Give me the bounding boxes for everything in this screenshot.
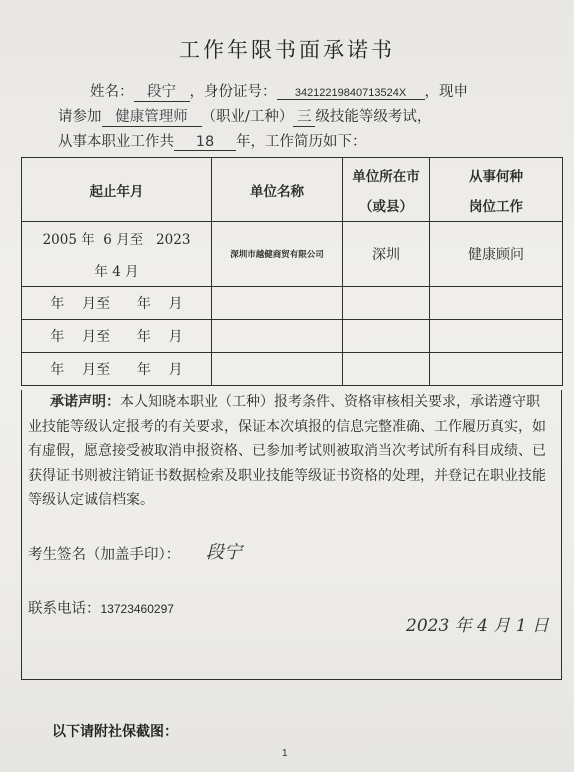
level-value: 三 [293,105,315,127]
form-left-border [21,390,22,679]
row1-city: 深圳 [343,222,430,287]
row2-org [212,287,343,320]
row4-period: 年 月至 年 月 [22,353,212,386]
level-label: 级技能等级考试， [315,109,432,125]
phone-label: 联系电话： [28,601,101,617]
row3-period: 年 月至 年 月 [22,320,212,353]
row3-org [212,320,343,353]
work-history-table [21,157,563,386]
name-value: 段宁 [134,80,190,102]
id-number-value: 34212219840713524X [277,87,425,100]
id-label: ，身份证号： [189,84,277,100]
document-title: 工作年限书面承诺书 [179,38,395,62]
declaration-body: 本人知晓本职业（工种）报考条件、资格审核相关要求，承诺遵守职业技能等级认定报考的有关要求，保证本次填报的信息完整准确、工作履历真实，如有虚假，愿意接受被取消申报资格、已参加考试则被取消当次考试所有科目成绩、已获得证书则被注销证书数据检索及职业技能等级证书资格的处理，并登记在职业技能等级认定诚信档案。 [28,394,546,509]
intro-line-3 [58,130,367,151]
table-row [22,320,563,353]
occupation-label: （职业/工种） [201,109,294,125]
table-row [22,287,563,320]
phone-line [28,597,174,618]
header-period: 起止年月 [22,158,212,222]
header-org: 单位名称 [212,158,343,222]
header-city-line1: 单位所在市 [352,168,420,185]
header-city-line2: （或县） [359,198,413,215]
years-label: 从事本职业工作共 [58,134,174,150]
apply-label: 请参加 [58,109,102,125]
row2-city [343,287,430,320]
row4-job [430,353,563,386]
resume-label: 年，工作简历如下： [236,134,367,150]
table-row [22,222,563,287]
years-value: 18 [174,134,236,151]
intro-line-2 [58,105,431,127]
row1-period-line1: 2005 年 6 月至 2023 [42,232,191,248]
occupation-value: 健康管理师 [102,105,202,127]
name-label: 姓名： [90,84,134,100]
attach-label: 以下请附社保截图： [52,724,178,740]
row2-job [430,287,563,320]
header-job [430,158,563,222]
signature-label: 考生签名（加盖手印）： [28,547,181,563]
table-header-row [22,158,563,222]
signature-line [28,543,180,564]
row3-city [343,320,430,353]
header-city [343,158,430,222]
row4-city [343,353,430,386]
intro-line-1 [90,80,468,102]
sign-date: 2023 年 4 月 1 日 [406,616,549,636]
row4-org [212,353,343,386]
table-row [22,353,563,386]
row1-job: 健康顾问 [430,222,563,287]
row3-job [430,320,563,353]
id-tail: ，现申 [424,84,468,100]
row2-period: 年 月至 年 月 [22,287,212,320]
row1-period [22,222,212,287]
phone-value: 13723460297 [100,602,174,616]
row1-org: 深圳市越健商贸有限公司 [212,222,343,287]
signature-value: 段宁 [206,542,242,563]
declaration-text [28,390,548,513]
row1-period-line2: 年 4 月 [94,264,139,280]
header-job-line2: 岗位工作 [469,198,523,215]
form-bottom-border [21,679,562,680]
form-right-border [561,390,562,679]
declaration-heading: 承诺声明： [50,394,120,410]
header-job-line1: 从事何种 [469,168,523,185]
page-number: 1 [282,748,288,759]
